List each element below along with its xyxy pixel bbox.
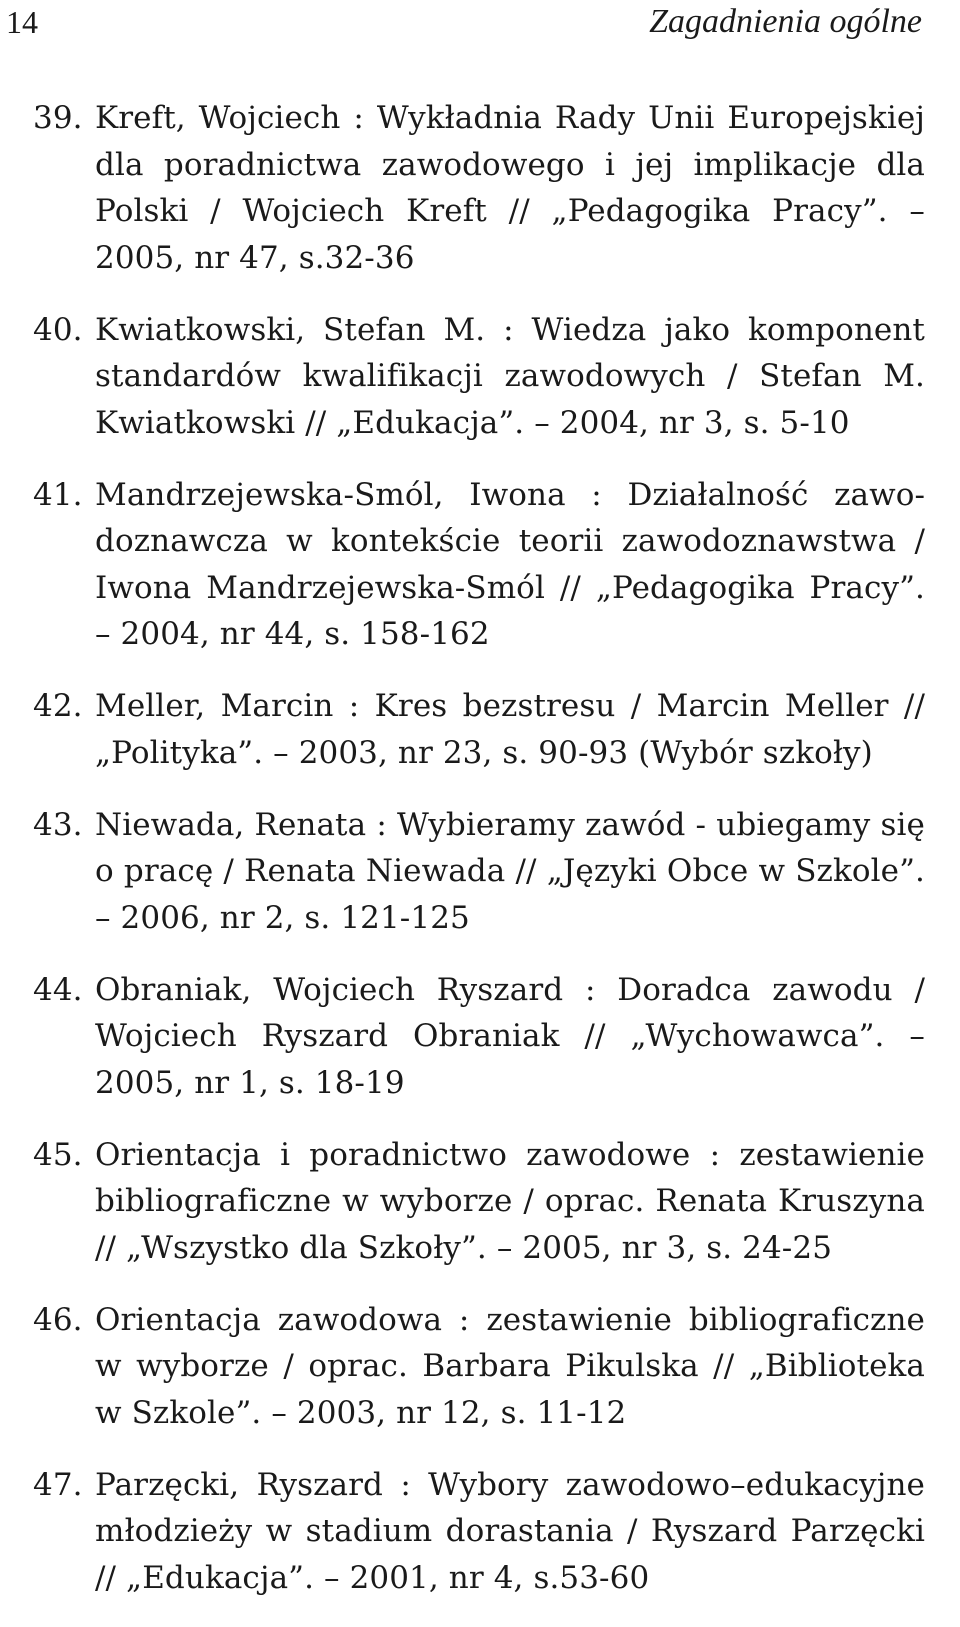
bibliography-entry (33, 307, 925, 447)
bibliography-entry (33, 1297, 925, 1437)
entry-text: Orientacja i poradnictwo zawodowe : zestawienie bibliograficzne w wyborze / oprac. Renata Kruszyna // „Wszystko dla Szkoły”. – 2005, nr 3, s. 24-25 (95, 1136, 925, 1266)
entry-text: Meller, Marcin : Kres bezstresu / Marcin Meller // „Polityka”. – 2003, nr 23, s. 90-93 (Wybór szkoły) (95, 688, 925, 771)
entry-text: Obraniak, Wojciech Ryszard : Doradca zawodu / Wojciech Ryszard Obraniak // „Wychowawca”. – 2005, nr 1, s. 18-19 (95, 971, 925, 1101)
entry-text: Niewada, Renata : Wybieramy zawód - ubiegamy się o pracę / Renata Niewada // „Języki Obce w Szkole”. – 2006, nr 2, s. 121-125 (95, 806, 925, 936)
bibliography-entry (33, 1132, 925, 1272)
bibliography-entry (33, 683, 925, 776)
entry-number: 44. (33, 971, 83, 1008)
bibliography-entry (33, 967, 925, 1107)
entry-number: 40. (33, 311, 83, 348)
entry-text: Orientacja zawodowa : zestawienie bibliograficzne w wyborze / oprac. Barbara Pikulska // „Biblioteka w Szkole”. – 2003, nr 12, s. 11-12 (95, 1301, 925, 1431)
entry-number: 46. (33, 1301, 83, 1338)
bibliography-entry (33, 95, 925, 281)
entry-text: Parzęcki, Ryszard : Wybory zawodowo–edukacyjne młodzieży w stadium dorastania / Ryszard Parzęcki // „Edukacja”. – 2001, nr 4, s.53-60 (95, 1466, 925, 1596)
entry-number: 45. (33, 1136, 83, 1173)
entry-text: Mandrzejewska-Smól, Iwona : Działalność zawodoznawcza w kontekście teorii zawodoznawstwa / Iwona Mandrzejewska-Smól // „Pedagogika Pracy”. – 2004, nr 44, s. 158-162 (95, 476, 925, 652)
entry-text: Kreft, Wojciech : Wykładnia Rady Unii Europejskiej dla poradnictwa zawodowego i jej implikacje dla Polski / Wojciech Kreft // „Pedagogika Pracy”. – 2005, nr 47, s.32-36 (95, 100, 925, 276)
bibliography-list (0, 95, 960, 1627)
entry-number: 43. (33, 806, 83, 843)
page-number: 14 (6, 4, 38, 40)
bibliography-entry (33, 1462, 925, 1602)
entry-number: 42. (33, 688, 83, 724)
bibliography-entry (33, 472, 925, 658)
bibliography-entry (33, 802, 925, 942)
entry-number: 47. (33, 1466, 83, 1503)
entry-text: Kwiatkowski, Stefan M. : Wiedza jako komponent standardów kwalifikacji zawodowych / Stefan M. Kwiatkowski // „Edukacja”. – 2004, nr 3, s. 5-10 (95, 311, 925, 441)
page-header (0, 0, 960, 50)
running-title: Zagadnienia ogólne (649, 3, 922, 40)
entry-number: 39. (33, 100, 83, 136)
entry-number: 41. (33, 476, 83, 513)
